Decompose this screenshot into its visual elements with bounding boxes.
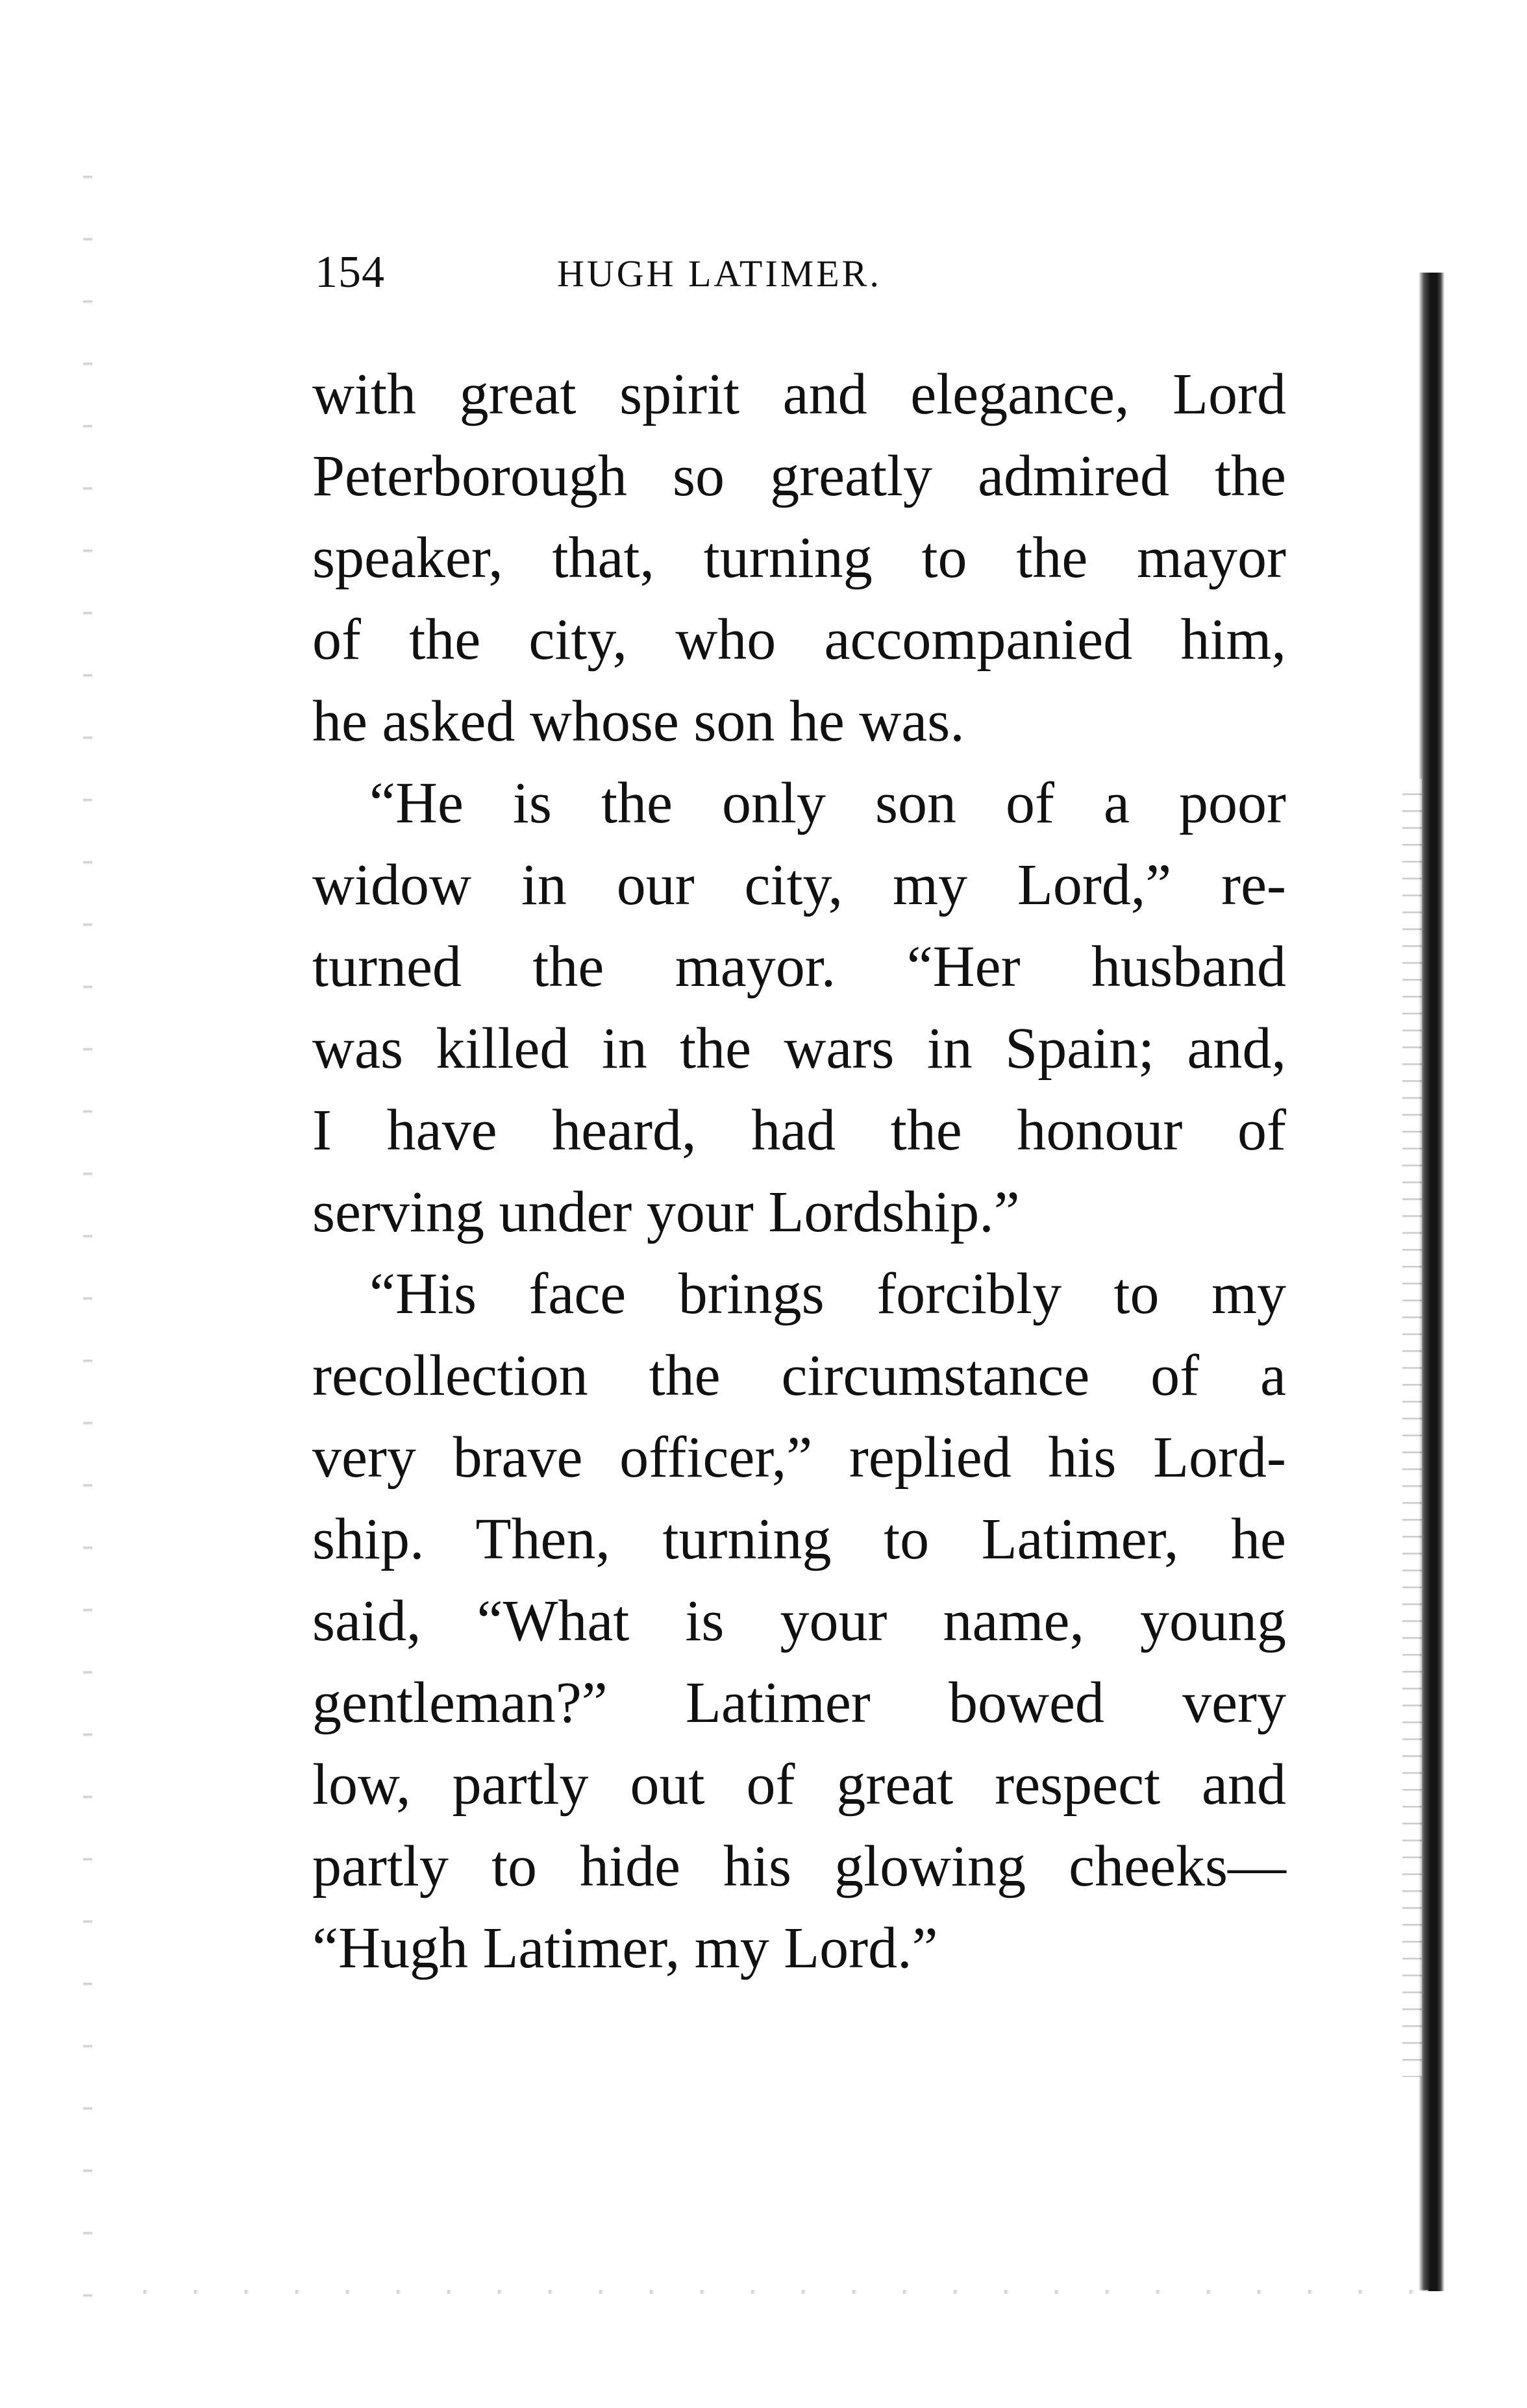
running-head: HUGH LATIMER. — [557, 252, 882, 295]
text-line: turned the mayor. “Her husband — [312, 935, 1286, 999]
text-line: speaker, that, turning to the mayor — [312, 526, 1286, 590]
text-line: widow in our city, my Lord,” re- — [312, 853, 1286, 917]
text-line: he asked whose son he was. — [312, 689, 965, 754]
text-line: said, “What is your name, young — [312, 1589, 1286, 1653]
page-number: 154 — [315, 247, 385, 297]
text-line: serving under your Lordship.” — [312, 1180, 1020, 1244]
page-header — [315, 247, 1289, 318]
gutter-speckle — [1402, 779, 1422, 2077]
text-line: gentleman?” Latimer bowed very — [312, 1671, 1286, 1735]
text-line: “He is the only son of a poor — [369, 771, 1286, 835]
text-line: Peterborough so greatly admired the — [312, 444, 1286, 508]
text-line: I have heard, had the honour of — [312, 1098, 1286, 1162]
text-line: was killed in the wars in Spain; and, — [312, 1016, 1286, 1081]
text-line: of the city, who accompanied him, — [312, 608, 1286, 672]
margin-specks — [83, 117, 92, 2324]
bottom-specks — [97, 2290, 1428, 2294]
binding-gutter — [1419, 273, 1445, 2291]
text-line: partly to hide his glowing cheeks— — [312, 1834, 1286, 1898]
text-line: “His face brings forcibly to my — [369, 1262, 1286, 1326]
text-line: ship. Then, turning to Latimer, he — [312, 1507, 1286, 1571]
text-line: very brave officer,” replied his Lord- — [312, 1425, 1286, 1490]
body-text — [312, 354, 1286, 1989]
text-line: low, partly out of great respect and — [312, 1752, 1286, 1817]
text-line: “Hugh Latimer, my Lord.” — [312, 1916, 938, 1980]
text-line: recollection the circumstance of a — [312, 1344, 1286, 1408]
text-line: with great spirit and elegance, Lord — [312, 362, 1286, 426]
